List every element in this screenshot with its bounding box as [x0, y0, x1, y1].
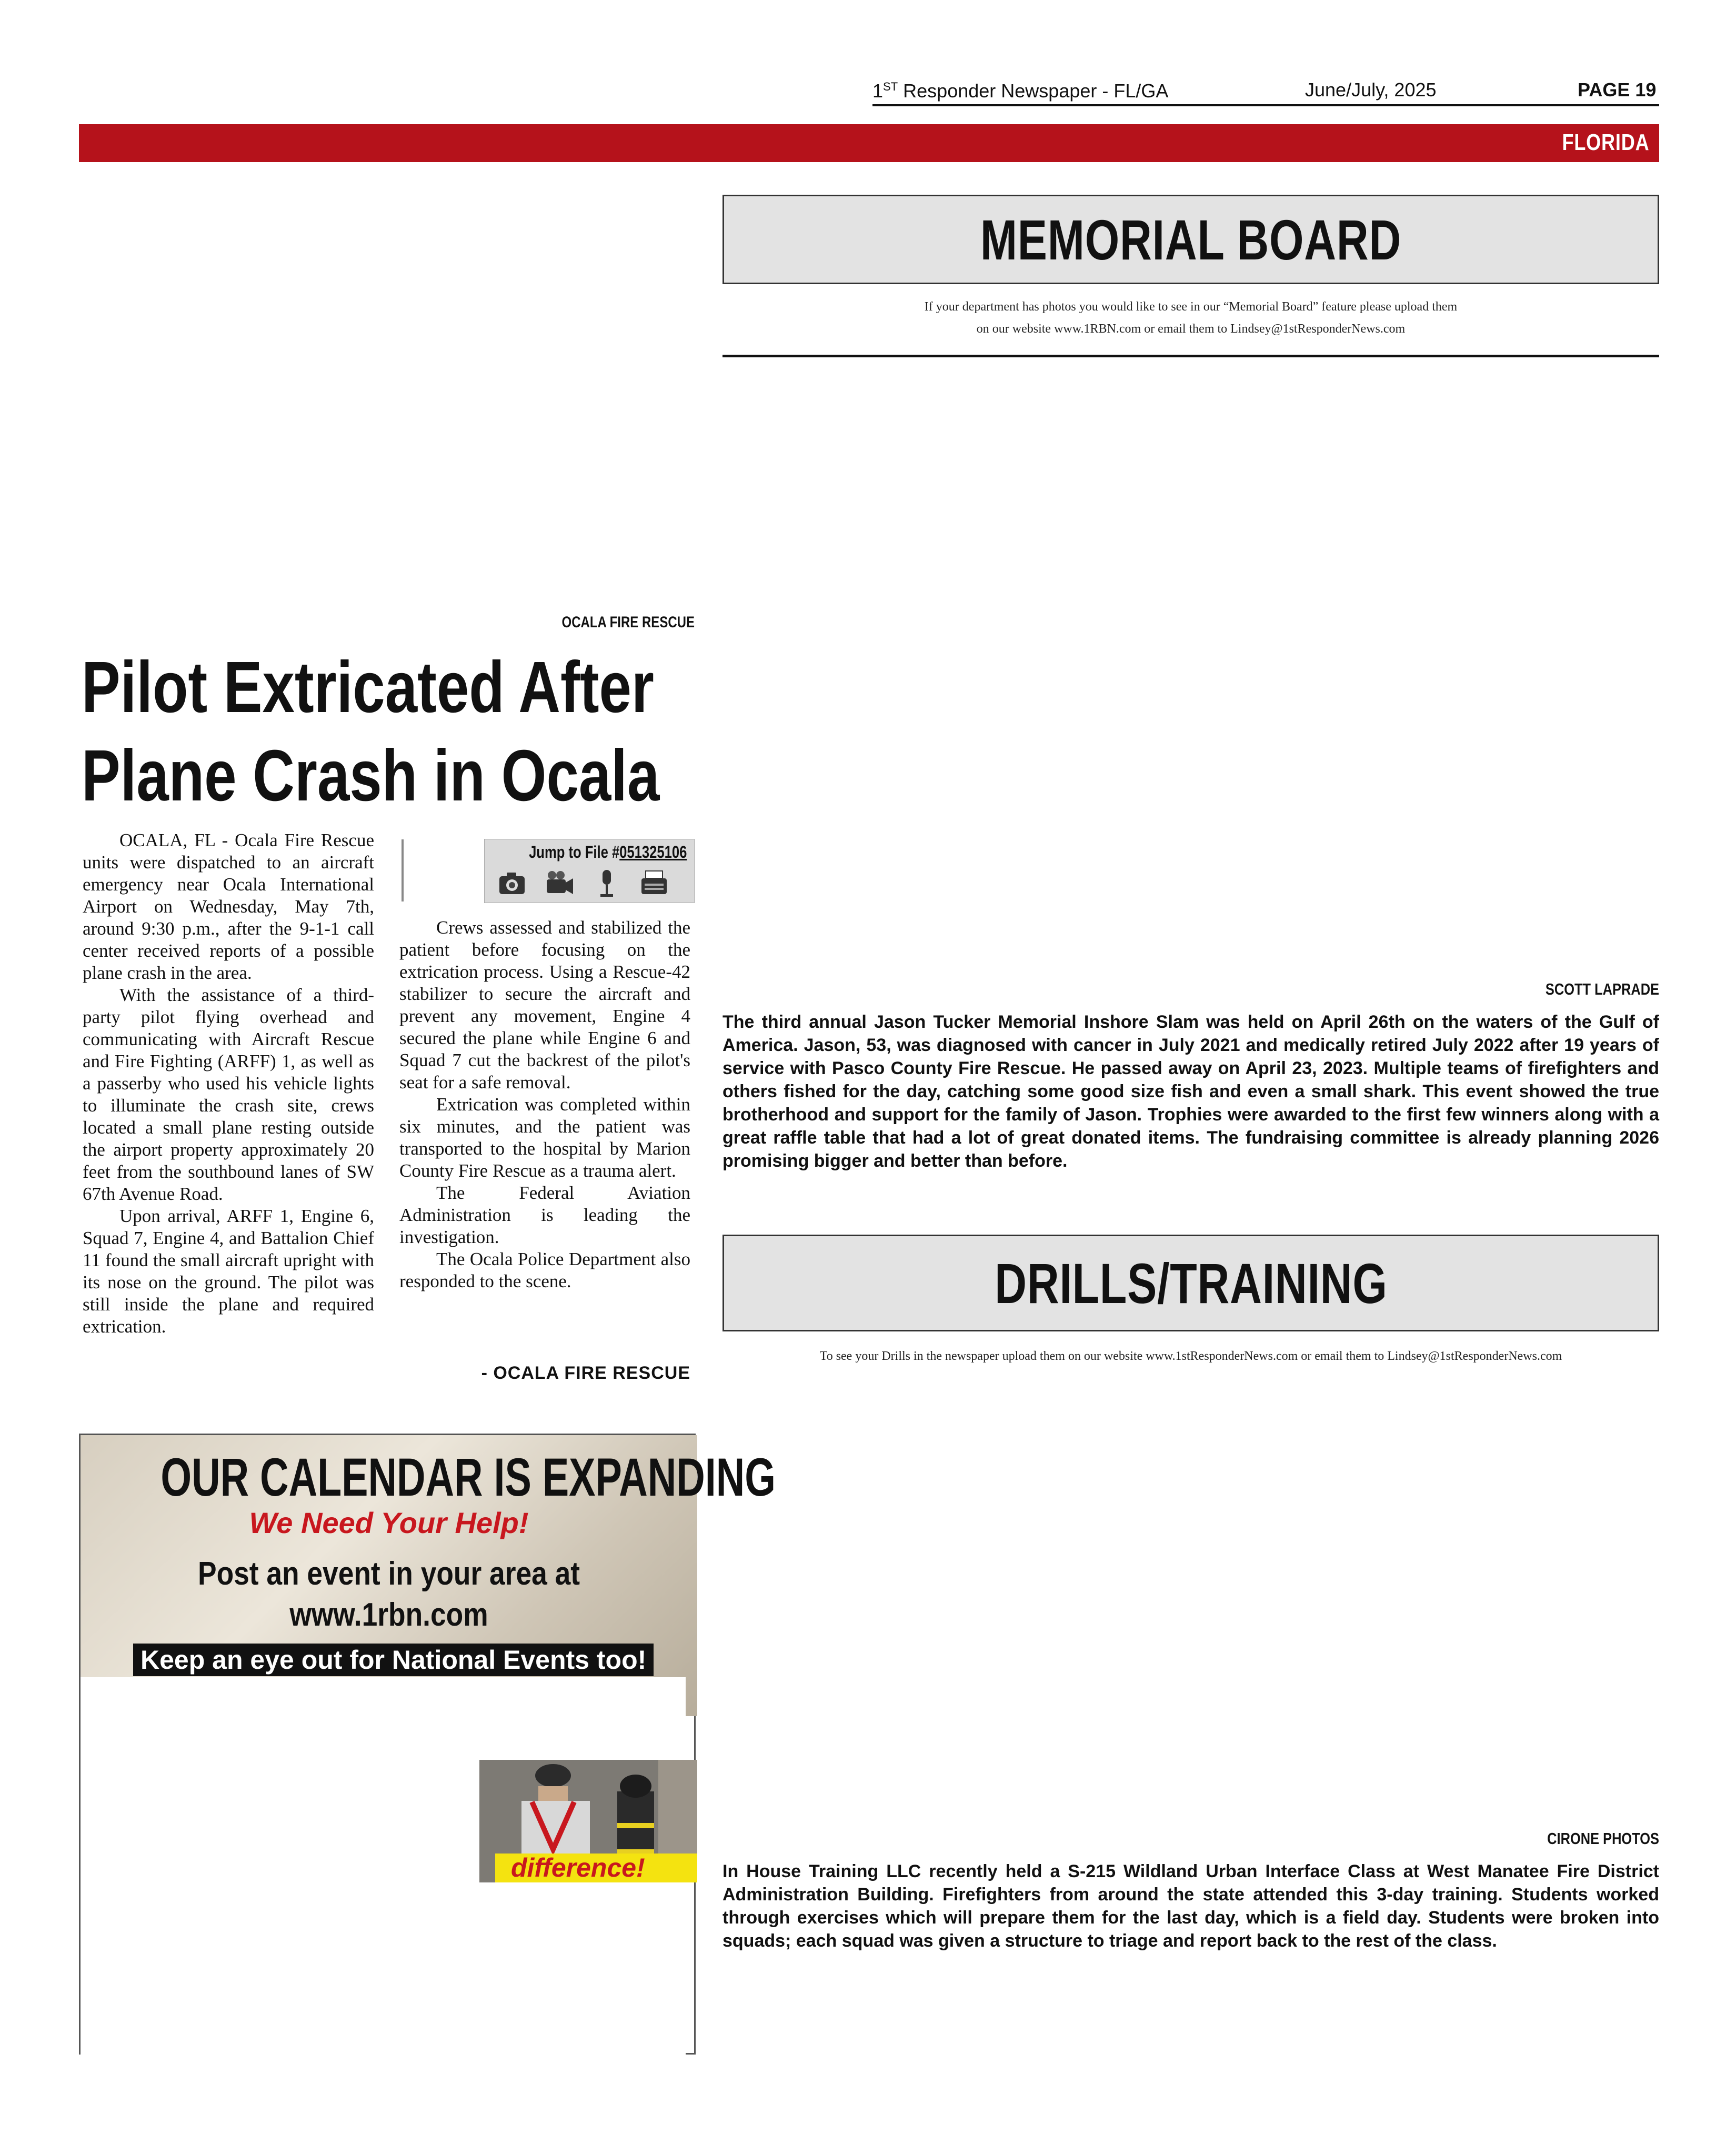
article-column-1 — [83, 829, 374, 1338]
memorial-note-line2: on our website www.1RBN.com or email them to Lindsey@1stResponderNews.com — [976, 322, 1406, 336]
article-paragraph: The Federal Aviation Administration is leading the investigation. — [399, 1183, 690, 1247]
drills-photo-caption: In House Training LLC recently held a S-215 Wildland Urban Interface Class at West Manatee Fire District Administration Building. Firefighters from around the state attended this 3-day training. Students worked through exercises which will prepare them for the last day, which is a field day. Students were broken into squads; each squad was given a structure to triage and report back to the rest of the class. — [723, 1861, 1659, 1951]
article-paragraph: Crews assessed and stabilized the patient before focusing on the extrication process. Using a Rescue-42 stabilizer to secure the aircraft and prevent any movement, Engine 4 secured the plane while Engine 6 and Squad 7 cut the backrest of the pilot's seat for a safe removal. — [399, 917, 690, 1093]
typewriter-icon — [638, 868, 670, 898]
memorial-board-note — [723, 296, 1659, 340]
jump-divider — [402, 839, 404, 901]
ad-subtitle: We Need Your Help! — [249, 1506, 529, 1539]
article-source: OCALA FIRE RESCUE — [561, 614, 695, 631]
ad-url[interactable]: www.1rbn.com — [289, 1597, 488, 1633]
ad-firefighter-photo — [479, 1760, 697, 1882]
ad-difference-text: difference! — [511, 1853, 645, 1882]
article-column-2 — [399, 917, 690, 1293]
article-paragraph: The Ocala Police Department also responded to the scene. — [399, 1249, 690, 1291]
drills-photo-credit: CIRONE PHOTOS — [1547, 1829, 1659, 1848]
article-headline — [82, 643, 713, 820]
headline-line2: Plane Crash in Ocala — [82, 735, 660, 816]
header-rule — [872, 104, 1659, 106]
article-paragraph: With the assistance of a third-party pilot flying overhead and communicating with Aircraft Rescue and Fire Fighting (ARFF) 1, as well as a passerby who used his vehicle lights to illuminate the crash site, crews located a small plane resting outside the airport property approximately 20 feet from the southbound lanes of SW 67th Avenue Road. — [83, 985, 374, 1204]
memorial-photo-caption: The third annual Jason Tucker Memorial Inshore Slam was held on April 26th on the waters of the Gulf of America. Jason, 53, was diagnosed with cancer in July 2021 and medically retired July 2022 after 19 years of service with Pasco County Fire Rescue. He passed away on April 23, 2023. Multiple teams of firefighters and others fished for the day, catching some good size fish and even a small shark. This event showed the true brotherhood and support for the family of Jason. Trophies were awarded to the first few winners along with a great raffle table that had a lot of great donated items. The fundraising committee is already planning 2026 promising bigger and better than before. — [723, 1012, 1659, 1171]
ad-yellow-strip — [495, 1854, 697, 1882]
jump-to-file-widget[interactable] — [484, 839, 695, 903]
section-band — [79, 124, 1659, 162]
calendar-advertisement[interactable] — [79, 1434, 776, 2055]
memorial-rule — [723, 355, 1659, 357]
article-paragraph: OCALA, FL - Ocala Fire Rescue units were dispatched to an aircraft emergency near Ocala International Airport on Wednesday, May 7th, around 9:30 p.m., after the 9-1-1 call center received reports of a possible plane crash in the area. — [83, 830, 374, 983]
memorial-photo-credit: SCOTT LAPRADE — [1545, 980, 1659, 998]
ad-national-events-banner: Keep an eye out for National Events too! — [133, 1644, 654, 1676]
issue-date: June/July, 2025 — [1305, 79, 1437, 101]
drills-training-title: DRILLS/TRAINING — [994, 1251, 1388, 1315]
file-number-link[interactable]: 051325106 — [619, 843, 687, 861]
memorial-board-heading-box — [723, 195, 1659, 284]
drills-training-heading-box — [723, 1235, 1659, 1331]
camera-icon — [496, 868, 528, 898]
page-number: PAGE 19 — [1578, 79, 1657, 101]
video-camera-icon — [544, 868, 575, 898]
article-paragraph: Extrication was completed within six minutes, and the patient was transported to the hospital by Marion County Fire Rescue as a trauma alert. — [399, 1094, 690, 1181]
memorial-board-title: MEMORIAL BOARD — [980, 207, 1402, 272]
microphone-icon — [591, 868, 623, 898]
newspaper-name: 1ST Responder Newspaper - FL/GA — [872, 80, 1169, 102]
section-label: FLORIDA — [1562, 129, 1650, 155]
headline-line1: Pilot Extricated After — [82, 647, 654, 728]
article-paragraph: Upon arrival, ARFF 1, Engine 6, Squad 7, Engine 4, and Battalion Chief 11 found the small aircraft upright with its nose on the ground. The pilot was still inside the plane and required extrication. — [83, 1206, 374, 1337]
article-byline: - OCALA FIRE RESCUE — [481, 1363, 690, 1383]
ad-title: OUR CALENDAR IS EXPANDING — [160, 1447, 776, 1507]
jump-to-file-label: Jump to File #051325106 — [528, 843, 687, 861]
memorial-note-line1: If your department has photos you would like to see in our “Memorial Board” feature please upload them — [924, 300, 1458, 314]
drills-training-note: To see your Drills in the newspaper upload them on our website www.1stResponderNews.com or email them to Lindsey@1stResponderNews.com — [819, 1349, 1562, 1363]
ad-line-1: Post an event in your area at — [197, 1556, 580, 1592]
